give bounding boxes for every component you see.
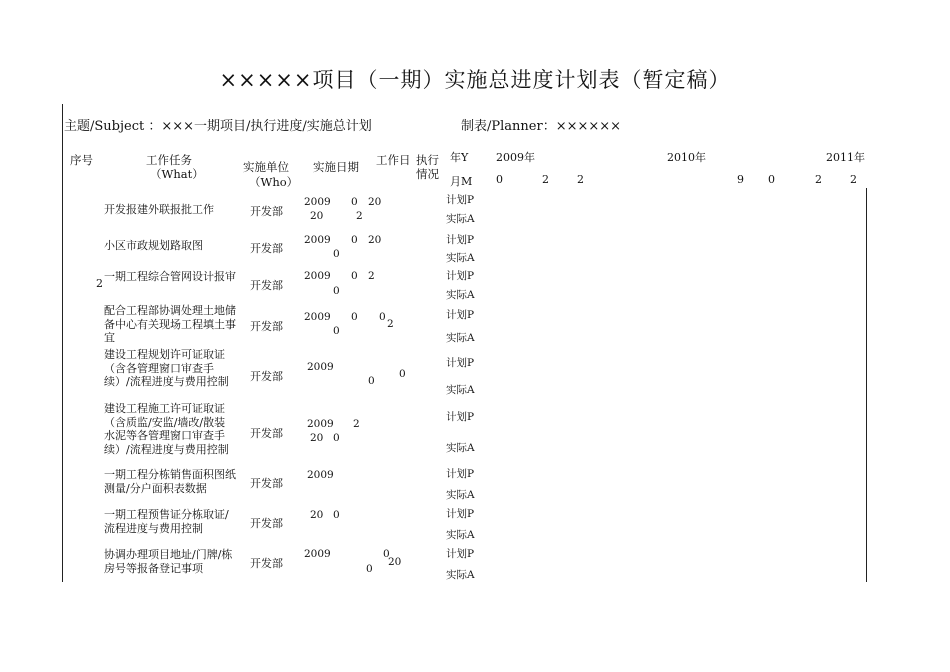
header-exec-2: 情况 — [416, 167, 439, 181]
row-date: 0 — [351, 270, 358, 282]
year-label-2009: 2009年 — [496, 151, 535, 164]
left-border — [62, 104, 63, 582]
row-date: 0 — [351, 311, 358, 323]
row-date: 0 — [399, 368, 406, 380]
row-date: 2009 — [304, 548, 331, 560]
row-date: 2 — [356, 210, 363, 222]
row-date: 2009 — [304, 311, 331, 323]
row-who: 开发部 — [250, 279, 283, 292]
row-plan-label: 计划P — [446, 309, 475, 321]
month-label: 2 — [577, 173, 584, 186]
row-date: 20 — [368, 196, 382, 208]
row-date: 2009 — [307, 361, 334, 373]
row-plan-label: 计划P — [446, 357, 475, 369]
header-exec-1: 执行 — [416, 153, 439, 167]
row-who: 开发部 — [250, 242, 283, 255]
row-date: 0 — [351, 234, 358, 246]
row-date: 20 — [310, 432, 324, 444]
row-actual-label: 实际A — [446, 289, 475, 301]
row-seq: 2 — [96, 277, 103, 290]
row-date: 0 — [333, 285, 340, 297]
row-task: 一期工程预售证分栋取证/流程进度与费用控制 — [104, 508, 229, 535]
row-who: 开发部 — [250, 370, 283, 383]
year-label-2010: 2010年 — [667, 151, 706, 164]
row-date: 2009 — [307, 418, 334, 430]
row-date: 2 — [387, 318, 394, 330]
year-label-2011: 2011年 — [826, 151, 865, 164]
row-date: 0 — [368, 375, 375, 387]
header-seq: 序号 — [70, 153, 93, 167]
row-actual-label: 实际A — [446, 213, 475, 225]
header-month: 月M — [450, 175, 473, 188]
row-date: 20 — [310, 509, 324, 521]
row-date: 2009 — [304, 234, 331, 246]
row-plan-label: 计划P — [446, 194, 475, 206]
planner-line: 制表/Planner：×××××× — [461, 119, 622, 134]
month-label: 2 — [815, 173, 822, 186]
month-label: 9 — [737, 173, 744, 186]
month-label: 2 — [542, 173, 549, 186]
row-date: 20 — [388, 556, 402, 568]
right-border — [866, 188, 867, 582]
row-actual-label: 实际A — [446, 384, 475, 396]
row-task: 配合工程部协调处理土地储备中心有关现场工程填土事宜 — [104, 304, 236, 344]
row-date: 0 — [351, 196, 358, 208]
row-plan-label: 计划P — [446, 548, 475, 560]
row-who: 开发部 — [250, 205, 283, 218]
row-date: 0 — [383, 548, 390, 560]
month-label: 0 — [496, 173, 503, 186]
page-title: ×××××项目（一期）实施总进度计划表（暂定稿） — [219, 68, 731, 92]
row-who: 开发部 — [250, 557, 283, 570]
row-task: 协调办理项目地址/门牌/栋房号等报备登记事项 — [104, 548, 233, 575]
row-actual-label: 实际A — [446, 569, 475, 581]
row-date: 2009 — [307, 469, 334, 481]
row-actual-label: 实际A — [446, 332, 475, 344]
row-plan-label: 计划P — [446, 411, 475, 423]
header-task: 工作任务 — [146, 153, 192, 167]
subject-line: 主题/Subject ：×××一期项目/执行进度/实施总计划 — [64, 119, 372, 134]
row-date: 2 — [353, 418, 360, 430]
row-date: 0 — [366, 563, 373, 575]
row-date: 0 — [333, 248, 340, 260]
header-who: 实施单位 — [243, 160, 289, 174]
header-date: 实施日期 — [313, 160, 359, 174]
row-who: 开发部 — [250, 517, 283, 530]
row-task: 建设工程规划许可证取证（含各管理窗口审查手续）/流程进度与费用控制 — [104, 348, 229, 388]
row-who: 开发部 — [250, 427, 283, 440]
row-date: 20 — [368, 234, 382, 246]
row-task: 建设工程施工许可证取证（含质监/安监/墙改/散装水泥等各管理窗口审查手续）/流程进度与费用控制 — [104, 402, 229, 456]
row-date: 0 — [333, 325, 340, 337]
row-date: 2009 — [304, 196, 331, 208]
row-actual-label: 实际A — [446, 489, 475, 501]
month-label: 2 — [850, 173, 857, 186]
row-plan-label: 计划P — [446, 468, 475, 480]
row-task: 一期工程综合管网设计报审 — [104, 270, 236, 283]
row-plan-label: 计划P — [446, 508, 475, 520]
header-year: 年Y — [450, 151, 469, 164]
header-task-en: （What） — [150, 167, 204, 181]
row-date: 0 — [379, 311, 386, 323]
row-date: 2 — [368, 270, 375, 282]
row-date: 0 — [333, 509, 340, 521]
row-actual-label: 实际A — [446, 252, 475, 264]
row-actual-label: 实际A — [446, 442, 475, 454]
row-task: 一期工程分栋销售面积图纸测量/分户面积表数据 — [104, 468, 236, 495]
row-plan-label: 计划P — [446, 234, 475, 246]
header-who-en: （Who） — [249, 175, 299, 189]
header-workday: 工作日 — [376, 153, 411, 167]
row-date: 0 — [333, 432, 340, 444]
row-task: 小区市政规划路取图 — [104, 239, 203, 252]
row-plan-label: 计划P — [446, 270, 475, 282]
row-date: 2009 — [304, 270, 331, 282]
month-label: 0 — [768, 173, 775, 186]
row-who: 开发部 — [250, 320, 283, 333]
row-actual-label: 实际A — [446, 529, 475, 541]
row-who: 开发部 — [250, 477, 283, 490]
row-task: 开发报建外联报批工作 — [104, 203, 214, 216]
row-date: 20 — [310, 210, 324, 222]
